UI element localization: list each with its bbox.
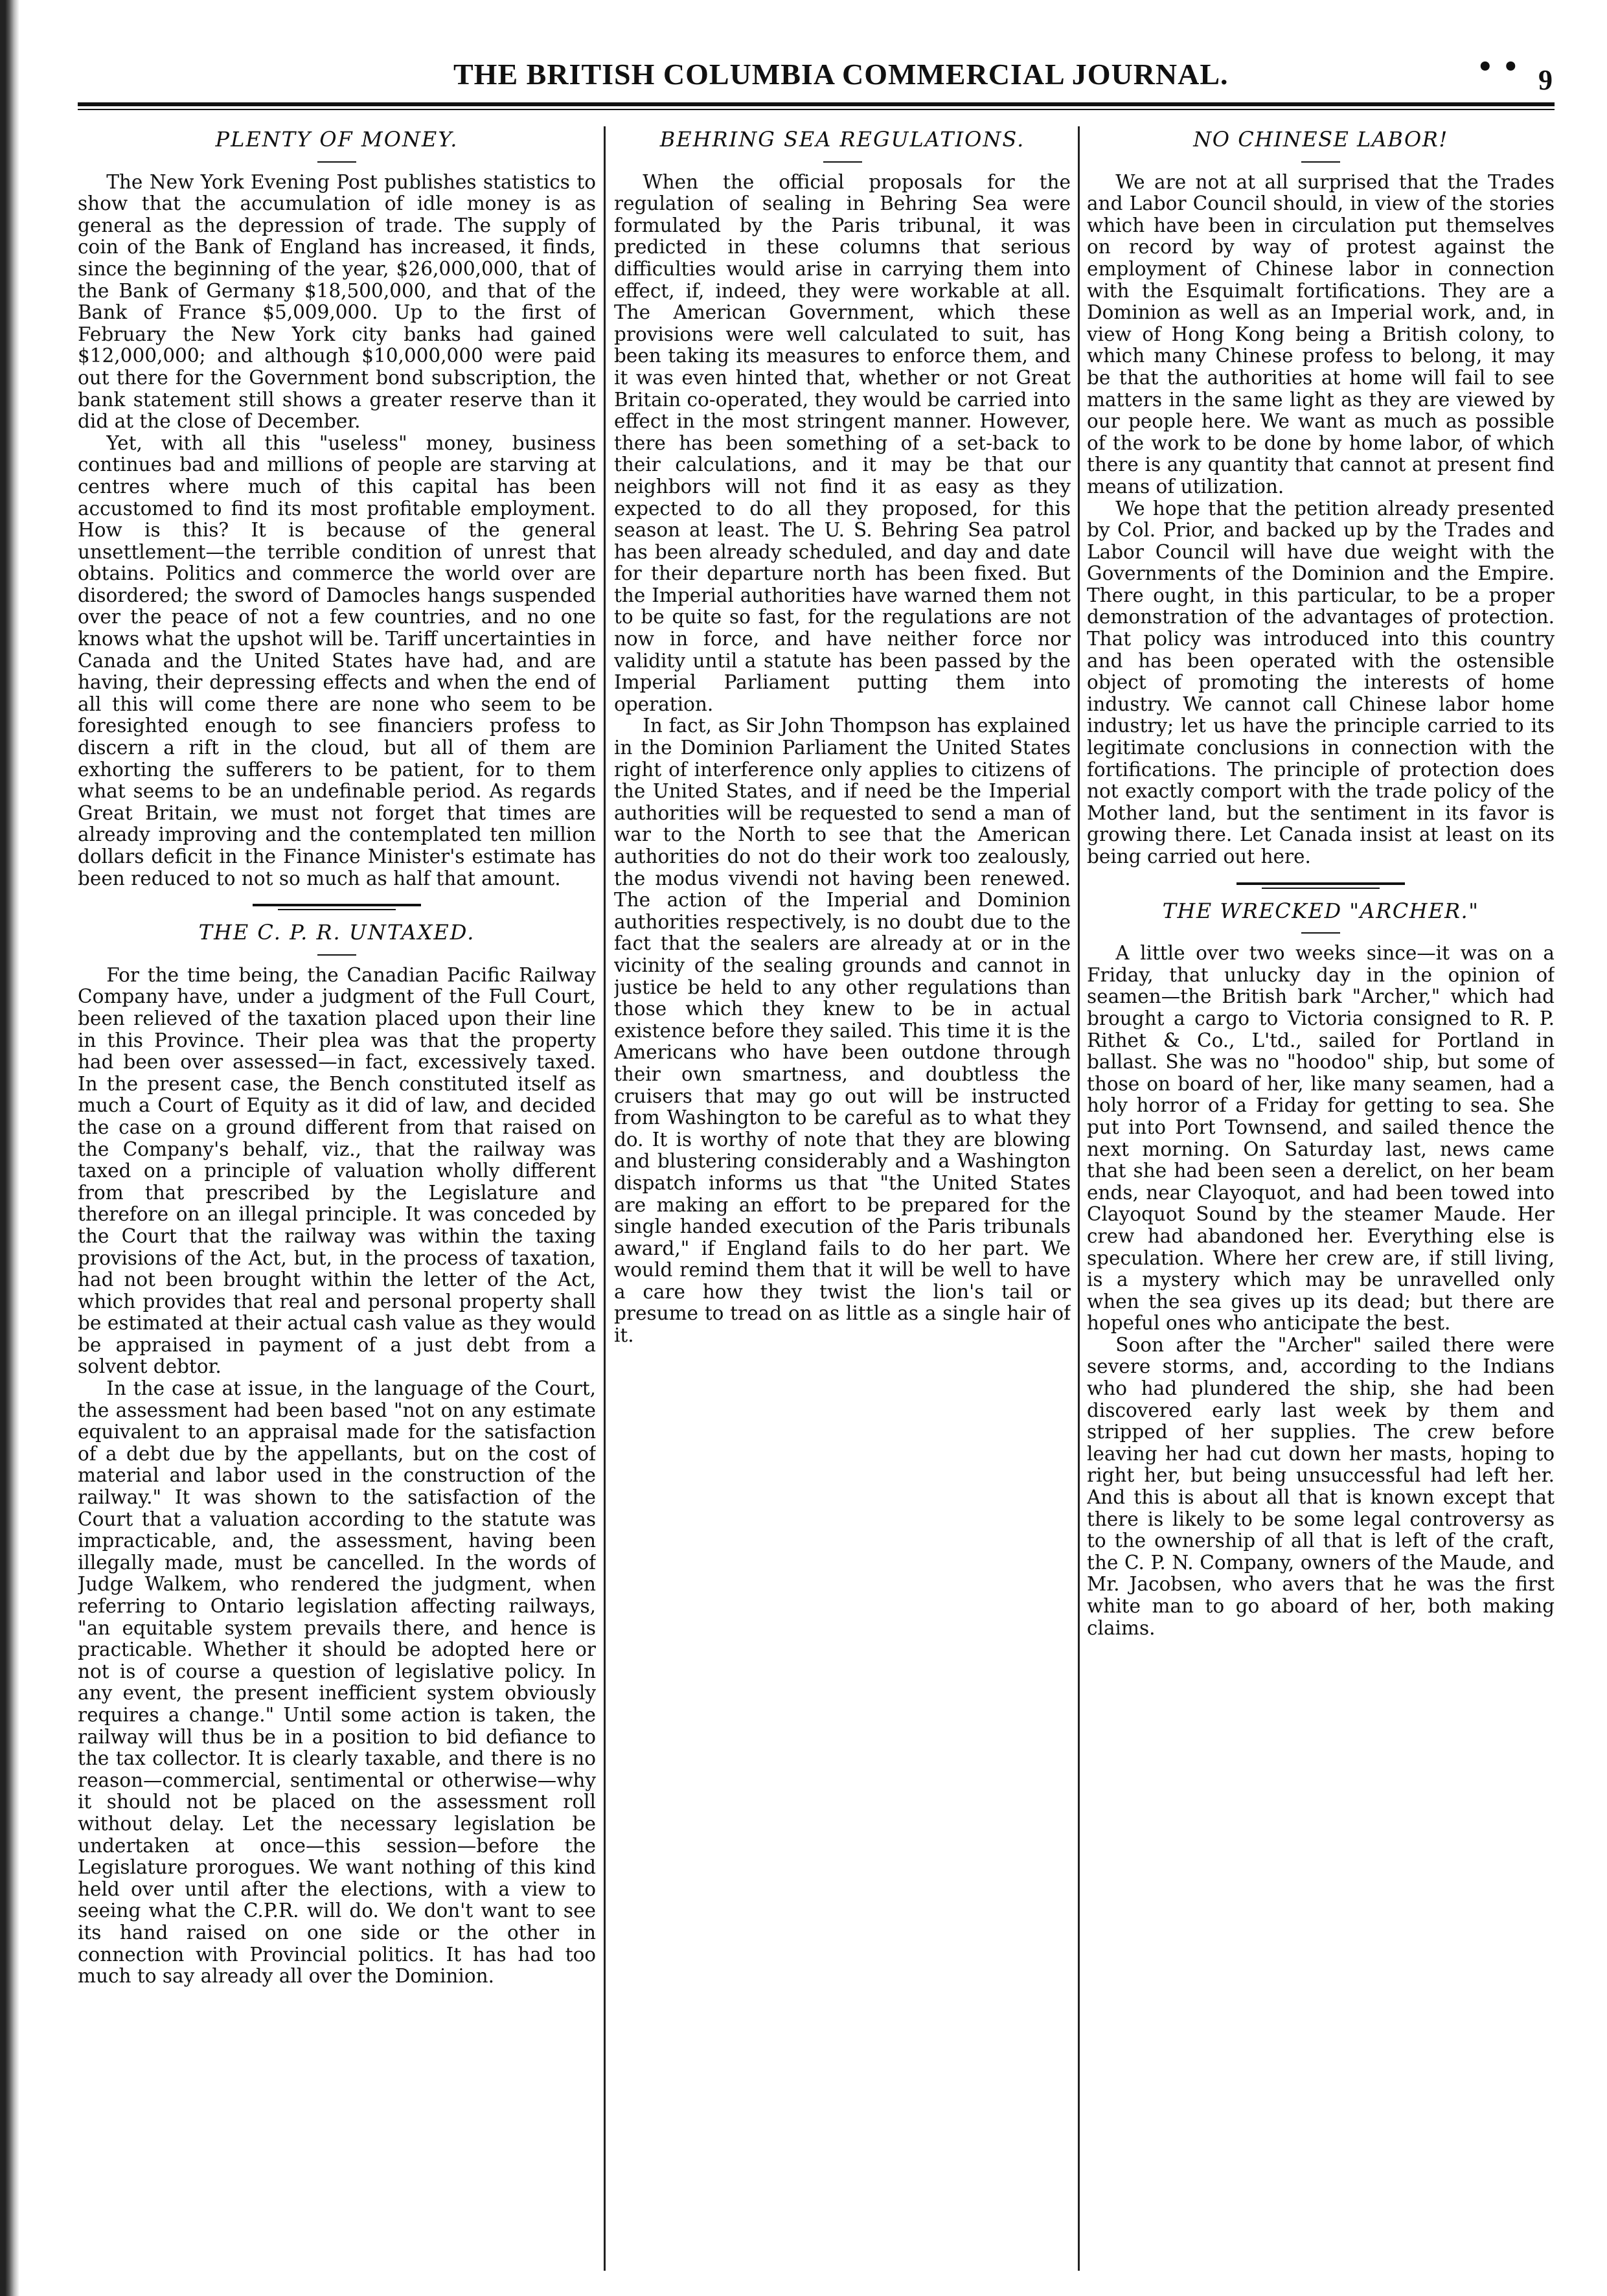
masthead-dots: • •	[1477, 52, 1520, 82]
journal-title: THE BRITISH COLUMBIA COMMERCIAL JOURNAL.	[453, 58, 1229, 91]
article-heading-plenty: PLENTY OF MONEY.	[215, 127, 459, 152]
article-paragraph: In fact, as Sir John Thompson has explained in the Dominion Parliament the United States right of interference only applies to citizens of the United States, and if need be the Imperial authorities will be requested to send a man of war to the North to see that the American authorities do not do their work too zealously, the modus vivendi not having been renewed. The action of the Imperial and Dominion authorities respectively, is no doubt due to the fact that the sealers are already at or in the vicinity of the sealing grounds and cannot in justice be held to any other regulations than those which they knew to be in actual existence before they sailed. This time it is the Americans who have been outdone through their own smartness, and doubtless the cruisers that may go out will be instructed from Washington to be careful as to what they do. It is worthy of note that they are blowing and blustering considerably and a Washington dispatch informs us that "the United States are making an effort to be prepared for the single handed execution of the Paris tribunals award," if England fails to do her part. We would remind them that it will be well to have a care how they twist the lion's tail or presume to tread on as little as a single hair of it.	[614, 715, 1071, 1347]
masthead-rule	[78, 102, 1555, 106]
article-paragraph: In the case at issue, in the language of the Court, the assessment had been based "not on any estimate equivalent to an appraisal made for the satisfaction of a debt due by the appellants, but on the cost of material and labor used in the construction of the railway." It was shown to the satisfaction of the Court that a valuation according to the statute was impracticable, and, the assessment, having been illegally made, must be cancelled. In the words of Judge Walkem, who rendered the judgment, when referring to Ontario legislation affecting railways, "an equitable system prevails there, and hence is practicable. Whether it should be adopted here or not is of course a question of legislative policy. In any event, the present inefficient system obviously requires a change." Until some action is taken, the railway will thus be in a position to bid defiance to the tax collector. It is clearly taxable, and there is no reason—commercial, sentimental or otherwise—why it should not be placed on the assessment roll without delay. Let the necessary legislation be undertaken at once—this session—before the Legislature prorogues. We want nothing of this kind held over until after the elections, with a view to seeing what the C.P.R. will do. We don't want to see its hand raised on one side or the other in connection with Provincial politics. It has had too much to say already all over the Dominion.	[78, 1377, 596, 1988]
masthead-rule-thin	[78, 109, 1555, 110]
article-heading-chinese: NO CHINESE LABOR!	[1193, 127, 1448, 152]
column-divider-2	[1078, 126, 1080, 2271]
article-paragraph: When the official proposals for the regulation of sealing in Behring Sea were formulated by the Paris tribunal, it was predicted in these columns that serious difficulties would arise in carrying them into effect, if, indeed, they were workable at all. The American Government, which these provisions were well calculated to suit, has been taking its measures to enforce them, and it was even hinted that, whether or not Great Britain co-operated, they would be carried into effect in the most stringent manner. However, there has been something of a set-back to their calculations, and it may be that our neighbors will not find it as easy as they expected to do all they proposed, for this season at least. The U. S. Behring Sea patrol has been already scheduled, and day and date for their departure north has been fixed. But the Imperial authorities have warned them not to be quite so fast, for the regulations are not now in force, and have neither force nor validity until a statute has been passed by the Imperial Parliament putting them into operation.	[614, 170, 1071, 715]
heading-rule	[1301, 161, 1340, 163]
article-paragraph: A little over two weeks since—it was on a Friday, that unlucky day in the opinion of seamen—the British bark "Archer," which had brought a cargo to Victoria consigned to R. P. Rithet & Co., L'td., sailed for Portland in ballast. She was no "hoodoo" ship, but some of those on board of her, like many seamen, had a holy horror of a Friday for getting to sea. She put into Port Townsend, and sailed thence the next morning. On Saturday last, news came that she had been seen a derelict, on her beam ends, near Clayoquot, and had been towed into Clayoquot Sound by the steamer Maude. Her crew had abandoned her. Everything else is speculation. Where her crew are, if still living, is a mystery which may be unravelled only when the sea gives up its dead; but there are hopeful ones who anticipate the best.	[1087, 942, 1555, 1335]
heading-rule	[317, 161, 356, 163]
column-1	[78, 126, 596, 2264]
page-number: 9	[1538, 64, 1553, 96]
heading-rule	[317, 954, 356, 956]
heading-rule	[1301, 932, 1340, 934]
scan-edge	[0, 0, 19, 2296]
article-paragraph: We are not at all surprised that the Trades and Labor Council should, in view of the stories which have been in circulation put themselves on record by way of protest against the employment of Chinese labor in connection with the Esquimalt fortifications. They are a Dominion as well as an Imperial work, and, in view of Hong Kong being a British colony, to which many Chinese profess to belong, it may be that the authorities at home will fail to see matters in the same light as they are viewed by our people here. We want as much as possible of the work to be done by home labor, of which there is any quantity that cannot at present find means of utilization.	[1087, 170, 1555, 498]
column-divider-1	[604, 126, 606, 2271]
article-paragraph: For the time being, the Canadian Pacific Railway Company have, under a judgment of the Full Court, been relieved of the taxation placed upon their line in this Province. Their plea was that the property had been over assessed—in fact, excessively taxed. In the present case, the Bench constituted itself as much a Court of Equity as it did of law, and decided the case on a ground different from that raised on the Company's behalf, viz., that the railway was taxed on a principle of valuation wholly different from that prescribed by the Legislature and therefore on an illegal principle. It was conceded by the Court that the railway was within the taxing provisions of the Act, but, in the process of taxation, had not been brought within the letter of the Act, which provides that real and personal property shall be estimated at their actual cash value as they would be appraised in payment of a just debt from a solvent debtor.	[78, 963, 596, 1378]
article-paragraph: The New York Evening Post publishes statistics to show that the accumulation of idle money is as general as the depression of trade. The supply of coin of the Bank of England has increased, it finds, since the beginning of the year, $26,000,000, that of the Bank of Germany $18,500,000, and that of the Bank of France $5,009,000. Up to the first of February the New York city banks had gained $12,000,000; and although $10,000,000 were paid out there for the Government bond subscription, the bank statement still shows a greater reserve than it did at the close of December.	[78, 170, 596, 433]
article-separator	[1237, 882, 1405, 889]
article-heading-cpr: THE C. P. R. UNTAXED.	[198, 920, 475, 945]
article-separator	[253, 904, 421, 910]
article-paragraph: Yet, with all this "useless" money, business continues bad and millions of people are starving at centres where much of this capital has been accustomed to find its most profitable employment. How is this? It is because of the general unsettlement—the terrible condition of unrest that obtains. Politics and commerce the world over are disordered; the sword of Damocles hangs suspended over the peace of not a few countries, and no one knows what the upshot will be. Tariff uncertainties in Canada and the United States have had, and are having, their depressing effects and when the end of all this will come there are none who seem to be foresighted enough to see financiers profess to discern a rift in the cloud, but all of them are exhorting the sufferers to be patient, for to them what seems to be an undefinable period. As regards Great Britain, we must not forget that times are already improving and the contemplated ten million dollars deficit in the Finance Minister's estimate has been reduced to not so much as half that amount.	[78, 431, 596, 890]
article-paragraph: We hope that the petition already presented by Col. Prior, and backed up by the Trades and Labor Council will have due weight with the Governments of the Dominion and the Empire. There ought, in this particular, to be a proper demonstration of the advantages of protection. That policy was introduced into this country and has been operated with the ostensible object of promoting the interests of home industry. We cannot call Chinese labor home industry; let us have the principle carried to its legitimate conclusions in connection with the fortifications. The principle of protection does not exactly comport with the trade policy of the Mother land, but the sentiment in its favor is growing there. Let Canada insist at least on its being carried out here.	[1087, 497, 1555, 867]
article-heading-archer: THE WRECKED "ARCHER."	[1162, 898, 1479, 923]
article-paragraph: Soon after the "Archer" sailed there were severe storms, and, according to the Indians who had plundered the ship, she had been discovered early last week by them and stripped of her supplies. The crew before leaving her had cut down her masts, hoping to right her, but being unsuccessful had left her. And this is about all that is known except that there is likely to be some legal controversy as to the ownership of all that is left of the craft, the C. P. N. Company, owners of the Maude, and Mr. Jacobsen, who avers that he was the first white man to go aboard of her, both making claims.	[1087, 1333, 1555, 1639]
heading-rule	[823, 161, 862, 163]
article-heading-behring: BEHRING SEA REGULATIONS.	[659, 127, 1025, 152]
column-3	[1087, 126, 1555, 2264]
column-2	[614, 126, 1071, 2264]
